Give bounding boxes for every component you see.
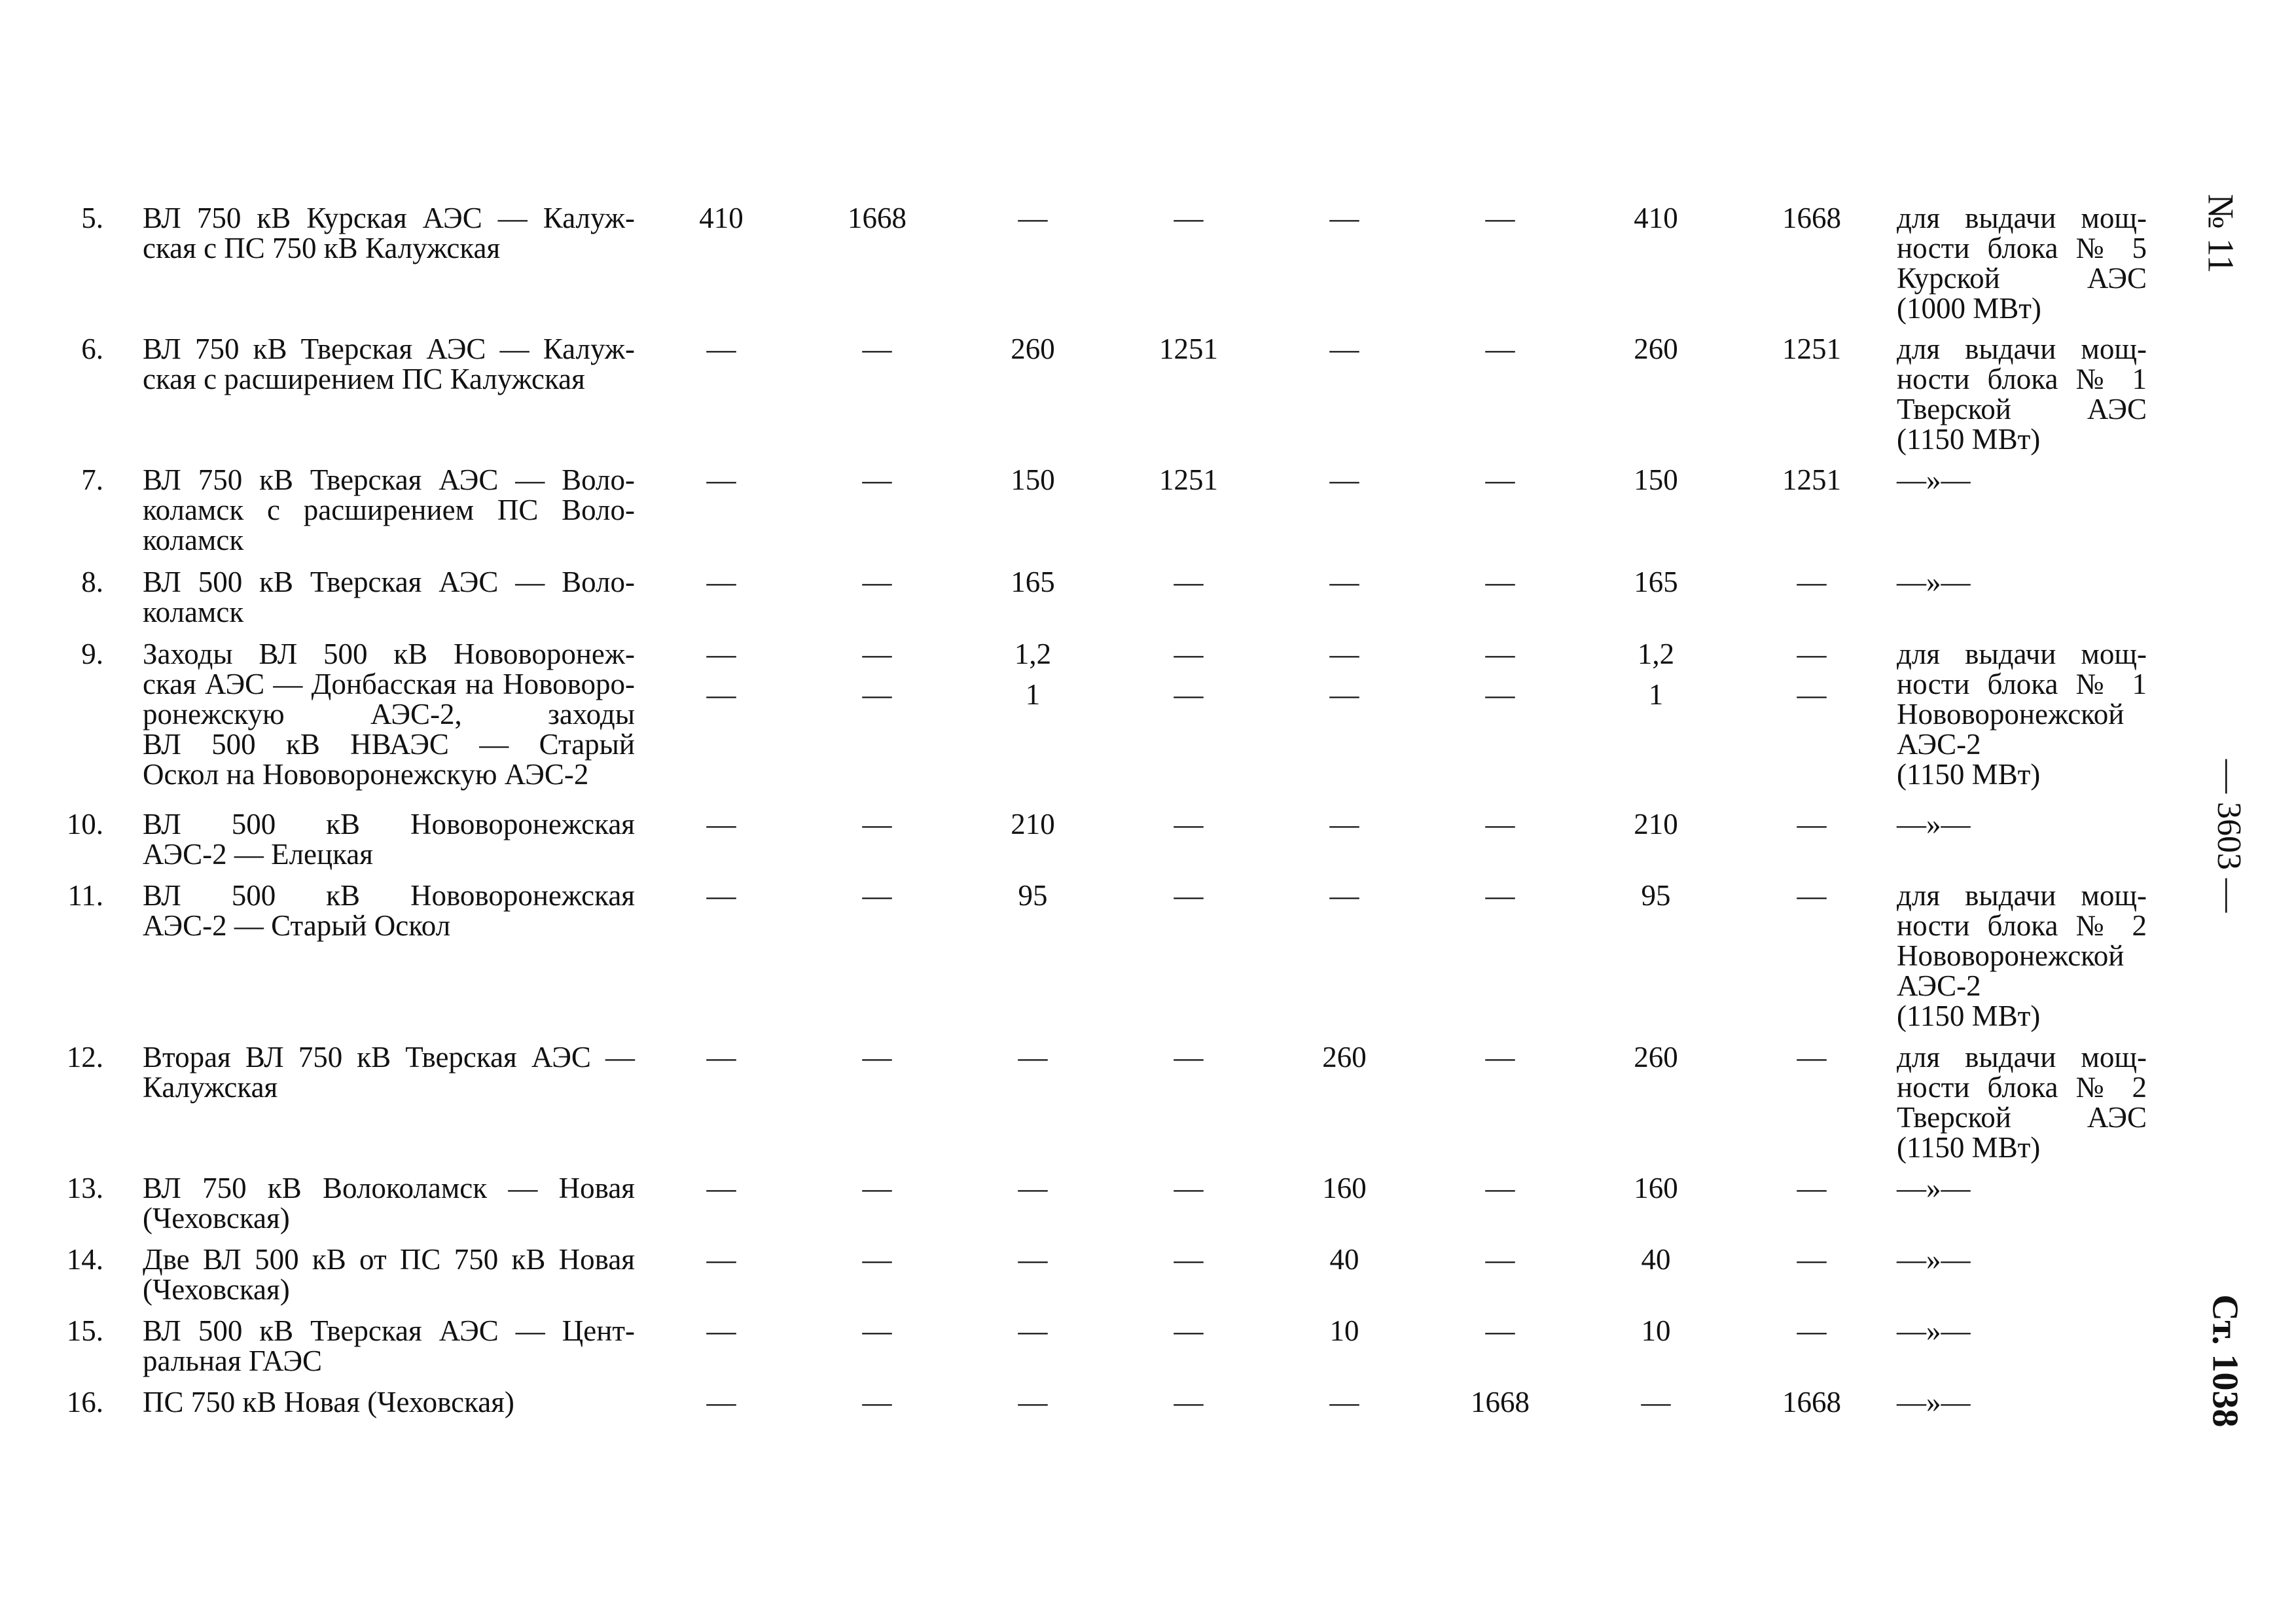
line-name-text: ВЛ 750 кВ Волоколамск — Новая xyxy=(143,1172,635,1204)
cell-value: 40 xyxy=(1641,1243,1671,1276)
purpose-note xyxy=(1897,1244,2147,1274)
cell-value: — xyxy=(1797,678,1827,711)
line-name xyxy=(143,639,635,789)
purpose-note-text: Тверской АЭС xyxy=(1897,393,2147,425)
row-number: 14. xyxy=(66,1243,103,1276)
purpose-note-text: Тверской АЭС xyxy=(1897,1101,2147,1134)
cell-value: — xyxy=(1174,879,1204,912)
line-name xyxy=(143,1244,635,1305)
line-name-text: ронежскую АЭС-2, заходы xyxy=(143,698,635,731)
purpose-note-text: (1150 МВт) xyxy=(1897,1000,2041,1032)
row-number: 6. xyxy=(81,333,103,365)
purpose-note xyxy=(1897,1173,2147,1203)
line-name-text: АЭС-2 — Старый Оскол xyxy=(143,909,451,942)
cell-value: — xyxy=(862,1041,892,1074)
cell-value: — xyxy=(1174,1314,1204,1347)
purpose-note xyxy=(1897,465,2147,495)
line-name-text: ская АЭС — Донбасская на Нововоро- xyxy=(143,668,635,700)
cell-value: — xyxy=(706,1386,736,1418)
cell-value: — xyxy=(1797,1314,1827,1347)
cell-value: — xyxy=(1018,1172,1048,1204)
purpose-note-text: АЭС-2 xyxy=(1897,728,1981,761)
cell-value: — xyxy=(1018,1386,1048,1418)
cell-value: — xyxy=(706,463,736,496)
cell-value: — xyxy=(1485,202,1515,234)
purpose-note-text: —»— xyxy=(1897,1243,1971,1276)
purpose-note-text: Нововоронежской xyxy=(1897,939,2125,972)
purpose-note xyxy=(1897,203,2147,323)
cell-value: — xyxy=(1329,678,1359,711)
cell-value: — xyxy=(1329,333,1359,365)
purpose-note-text: (1150 МВт) xyxy=(1897,758,2041,791)
line-name-text: ПС 750 кВ Новая (Чеховская) xyxy=(143,1386,514,1418)
cell-value: — xyxy=(1174,1172,1204,1204)
line-name-text: ВЛ 500 кВ Тверская АЭС — Воло- xyxy=(143,566,635,598)
line-name xyxy=(143,334,635,394)
purpose-note-text: —»— xyxy=(1897,1172,1971,1204)
cell-value: 165 xyxy=(1634,566,1678,598)
purpose-note xyxy=(1897,334,2147,454)
cell-value: — xyxy=(706,1243,736,1276)
cell-value: — xyxy=(862,638,892,670)
cell-value: 260 xyxy=(1011,333,1055,365)
cell-value: 160 xyxy=(1634,1172,1678,1204)
purpose-note-text: ности блока № 2 xyxy=(1897,909,2147,942)
cell-value: 95 xyxy=(1018,879,1048,912)
purpose-note xyxy=(1897,567,2147,597)
cell-value: 260 xyxy=(1634,333,1678,365)
purpose-note-text: —»— xyxy=(1897,808,1971,840)
purpose-note-text: Нововоронежской xyxy=(1897,698,2125,731)
line-name xyxy=(143,1387,635,1417)
cell-value: — xyxy=(1329,566,1359,598)
purpose-note xyxy=(1897,1316,2147,1346)
cell-value: — xyxy=(1174,678,1204,711)
purpose-note-text: для выдачи мощ- xyxy=(1897,333,2147,365)
cell-value: — xyxy=(862,566,892,598)
article-number: Ст. 1038 xyxy=(2204,1294,2246,1428)
line-name xyxy=(143,809,635,869)
purpose-note-text: АЭС-2 xyxy=(1897,969,1981,1002)
cell-value: — xyxy=(1018,202,1048,234)
line-name-text: (Чеховская) xyxy=(143,1273,290,1306)
issue-number: № 11 xyxy=(2200,194,2241,274)
cell-value: 410 xyxy=(1634,202,1678,234)
cell-value: — xyxy=(1329,202,1359,234)
cell-value: — xyxy=(1797,1041,1827,1074)
cell-value: 1668 xyxy=(1782,202,1841,234)
cell-value: — xyxy=(862,678,892,711)
cell-value: 160 xyxy=(1322,1172,1367,1204)
line-name-text: ВЛ 750 кВ Курская АЭС — Калуж- xyxy=(143,202,635,234)
cell-value: 1668 xyxy=(1782,1386,1841,1418)
cell-value: — xyxy=(1485,333,1515,365)
cell-value: 1 xyxy=(1648,678,1664,711)
purpose-note-text: (1000 МВт) xyxy=(1897,292,2041,325)
cell-value: 150 xyxy=(1011,463,1055,496)
purpose-note xyxy=(1897,639,2147,789)
row-number: 11. xyxy=(67,879,103,912)
cell-value: — xyxy=(1485,879,1515,912)
cell-value: — xyxy=(1018,1314,1048,1347)
purpose-note-text: —»— xyxy=(1897,463,1971,496)
cell-value: — xyxy=(1641,1386,1671,1418)
row-number: 16. xyxy=(66,1386,103,1418)
cell-value: 40 xyxy=(1329,1243,1359,1276)
cell-value: — xyxy=(862,463,892,496)
cell-value: — xyxy=(706,808,736,840)
cell-value: — xyxy=(706,879,736,912)
line-name-text: (Чеховская) xyxy=(143,1202,290,1235)
purpose-note-text: (1150 МВт) xyxy=(1897,1131,2041,1164)
purpose-note xyxy=(1897,880,2147,1031)
cell-value: — xyxy=(1485,1041,1515,1074)
purpose-note-text: для выдачи мощ- xyxy=(1897,638,2147,670)
purpose-note-text: —»— xyxy=(1897,1386,1971,1418)
cell-value: — xyxy=(1485,1243,1515,1276)
line-name-text: ская с ПС 750 кВ Калужская xyxy=(143,232,501,264)
row-number: 13. xyxy=(66,1172,103,1204)
cell-value: — xyxy=(1485,808,1515,840)
purpose-note-text: ности блока № 5 xyxy=(1897,232,2147,264)
cell-value: — xyxy=(1797,879,1827,912)
cell-value: — xyxy=(706,678,736,711)
purpose-note-text: для выдачи мощ- xyxy=(1897,202,2147,234)
cell-value: 410 xyxy=(699,202,744,234)
line-name-text: ВЛ 500 кВ Нововоронежская xyxy=(143,879,635,912)
cell-value: — xyxy=(1174,1041,1204,1074)
cell-value: 210 xyxy=(1634,808,1678,840)
cell-value: 260 xyxy=(1634,1041,1678,1074)
row-number: 10. xyxy=(66,808,103,840)
line-name-text: ВЛ 750 кВ Тверская АЭС — Калуж- xyxy=(143,333,635,365)
cell-value: 1251 xyxy=(1782,463,1841,496)
cell-value: 1251 xyxy=(1782,333,1841,365)
cell-value: 260 xyxy=(1322,1041,1367,1074)
line-name-text: ВЛ 500 кВ Тверская АЭС — Цент- xyxy=(143,1314,635,1347)
purpose-note-text: Курской АЭС xyxy=(1897,262,2147,295)
cell-value: — xyxy=(862,1243,892,1276)
line-name-text: Заходы ВЛ 500 кВ Нововоронеж- xyxy=(143,638,635,670)
row-number: 7. xyxy=(81,463,103,496)
cell-value: — xyxy=(1797,808,1827,840)
line-name xyxy=(143,1042,635,1102)
line-name xyxy=(143,880,635,941)
cell-value: 1,2 xyxy=(1014,638,1052,670)
cell-value: — xyxy=(1174,1386,1204,1418)
cell-value: — xyxy=(1329,879,1359,912)
purpose-note xyxy=(1897,1387,2147,1417)
cell-value: — xyxy=(1485,566,1515,598)
cell-value: — xyxy=(1329,463,1359,496)
cell-value: 10 xyxy=(1641,1314,1671,1347)
cell-value: — xyxy=(1174,638,1204,670)
cell-value: 1251 xyxy=(1159,463,1218,496)
line-name-text: ская с расширением ПС Калужская xyxy=(143,363,585,395)
line-name-text: ВЛ 750 кВ Тверская АЭС — Воло- xyxy=(143,463,635,496)
line-name-text: Вторая ВЛ 750 кВ Тверская АЭС — xyxy=(143,1041,635,1074)
cell-value: 1 xyxy=(1025,678,1041,711)
page-number: — 3603 — xyxy=(2210,759,2248,912)
line-name-text: ВЛ 500 кВ НВАЭС — Старый xyxy=(143,728,635,761)
line-name-text: АЭС-2 — Елецкая xyxy=(143,838,373,871)
cell-value: — xyxy=(1329,638,1359,670)
line-name xyxy=(143,203,635,263)
cell-value: 1251 xyxy=(1159,333,1218,365)
row-number: 9. xyxy=(81,638,103,670)
cell-value: — xyxy=(1174,808,1204,840)
cell-value: 1668 xyxy=(1471,1386,1530,1418)
cell-value: — xyxy=(1797,1243,1827,1276)
cell-value: — xyxy=(1329,808,1359,840)
purpose-note-text: ности блока № 1 xyxy=(1897,668,2147,700)
cell-value: — xyxy=(1018,1243,1048,1276)
line-name-text: коламск xyxy=(143,524,244,556)
cell-value: 1668 xyxy=(848,202,906,234)
line-name xyxy=(143,567,635,627)
purpose-note-text: —»— xyxy=(1897,566,1971,598)
cell-value: — xyxy=(706,333,736,365)
purpose-note-text: для выдачи мощ- xyxy=(1897,879,2147,912)
cell-value: — xyxy=(706,1314,736,1347)
cell-value: — xyxy=(862,1314,892,1347)
cell-value: 165 xyxy=(1011,566,1055,598)
row-number: 12. xyxy=(66,1041,103,1074)
purpose-note-text: для выдачи мощ- xyxy=(1897,1041,2147,1074)
purpose-note xyxy=(1897,809,2147,839)
cell-value: — xyxy=(706,1172,736,1204)
cell-value: — xyxy=(706,566,736,598)
line-name-text: коламск xyxy=(143,596,244,628)
purpose-note xyxy=(1897,1042,2147,1163)
purpose-note-text: —»— xyxy=(1897,1314,1971,1347)
purpose-note-text: (1150 МВт) xyxy=(1897,423,2041,456)
purpose-note-text: ности блока № 1 xyxy=(1897,363,2147,395)
line-name-text: Две ВЛ 500 кВ от ПС 750 кВ Новая xyxy=(143,1243,635,1276)
cell-value: — xyxy=(1485,1314,1515,1347)
cell-value: — xyxy=(1485,638,1515,670)
line-name xyxy=(143,1316,635,1376)
cell-value: — xyxy=(706,638,736,670)
cell-value: — xyxy=(1797,1172,1827,1204)
row-number: 15. xyxy=(66,1314,103,1347)
line-name-text: коламск с расширением ПС Воло- xyxy=(143,494,635,526)
purpose-note-text: ности блока № 2 xyxy=(1897,1071,2147,1104)
cell-value: — xyxy=(1174,566,1204,598)
cell-value: — xyxy=(1797,638,1827,670)
cell-value: — xyxy=(862,879,892,912)
cell-value: — xyxy=(1485,1172,1515,1204)
cell-value: — xyxy=(1485,463,1515,496)
cell-value: 95 xyxy=(1641,879,1671,912)
cell-value: — xyxy=(862,333,892,365)
cell-value: — xyxy=(1485,678,1515,711)
line-name-text: Оскол на Нововоронежскую АЭС-2 xyxy=(143,758,589,791)
cell-value: — xyxy=(1018,1041,1048,1074)
line-name-text: Калужская xyxy=(143,1071,278,1104)
line-name-text: ВЛ 500 кВ Нововоронежская xyxy=(143,808,635,840)
cell-value: — xyxy=(862,1386,892,1418)
line-name xyxy=(143,465,635,555)
line-name-text: ральная ГАЭС xyxy=(143,1344,323,1377)
cell-value: — xyxy=(1797,566,1827,598)
cell-value: — xyxy=(862,1172,892,1204)
cell-value: 10 xyxy=(1329,1314,1359,1347)
cell-value: — xyxy=(1174,202,1204,234)
cell-value: — xyxy=(862,808,892,840)
line-name xyxy=(143,1173,635,1233)
cell-value: — xyxy=(706,1041,736,1074)
cell-value: 210 xyxy=(1011,808,1055,840)
cell-value: — xyxy=(1329,1386,1359,1418)
row-number: 5. xyxy=(81,202,103,234)
cell-value: 1,2 xyxy=(1637,638,1675,670)
row-number: 8. xyxy=(81,566,103,598)
cell-value: — xyxy=(1174,1243,1204,1276)
cell-value: 150 xyxy=(1634,463,1678,496)
